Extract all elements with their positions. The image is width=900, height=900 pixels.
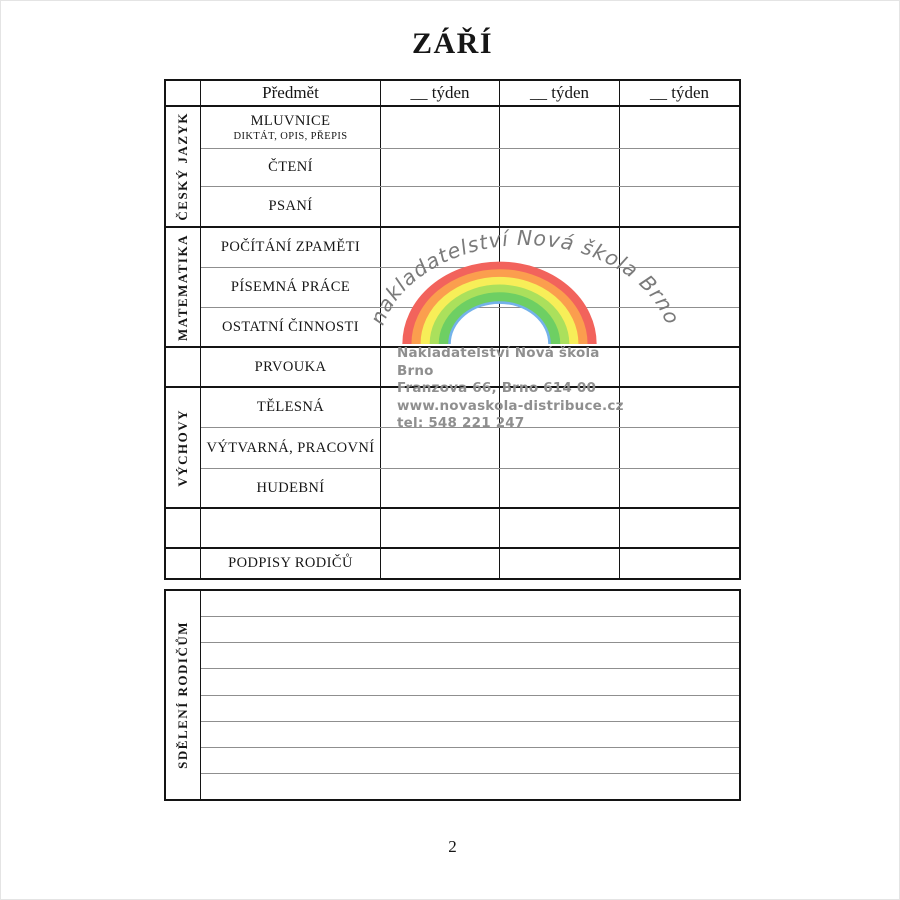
subject-cell xyxy=(201,228,381,267)
week-cell xyxy=(381,187,500,226)
notes-label-cell xyxy=(166,591,201,799)
subject-sub-label: DIKTÁT, OPIS, PŘEPIS xyxy=(233,130,348,142)
section-label-cell xyxy=(166,228,201,346)
week-cell xyxy=(500,107,620,148)
subject-cell xyxy=(201,549,381,578)
notes-line xyxy=(201,722,739,748)
week-cell xyxy=(500,549,620,578)
contact-line-website: www.novaskola-distribuce.cz xyxy=(397,397,624,414)
table-row xyxy=(201,186,739,226)
section-empty-row xyxy=(166,507,739,547)
week-cell xyxy=(381,149,500,186)
week-cell xyxy=(381,509,500,547)
table-row xyxy=(201,427,739,468)
week-cell xyxy=(381,107,500,148)
subject-cell xyxy=(201,388,381,427)
table-row xyxy=(201,509,739,547)
section-label-cell xyxy=(166,509,201,547)
week-cell xyxy=(620,428,739,468)
contact-line-address: Franzova 66, Brno 614 00 xyxy=(397,380,597,396)
subject-label: PRVOUKA xyxy=(254,358,327,375)
table-row xyxy=(201,468,739,507)
subject-label: TĚLESNÁ xyxy=(256,399,325,415)
week-header-label: __ týden xyxy=(529,83,590,102)
week-cell xyxy=(500,469,620,507)
notes-line xyxy=(201,774,739,799)
subject-label: VÝTVARNÁ, PRACOVNÍ xyxy=(206,439,375,456)
subject-header-cell xyxy=(201,81,381,105)
notes-line xyxy=(201,669,739,695)
watermark-contact-block xyxy=(397,345,637,433)
subject-cell xyxy=(201,149,381,186)
subject-cell xyxy=(201,268,381,307)
section-label: VÝCHOVY xyxy=(175,408,190,487)
week-header-label: __ týden xyxy=(649,83,710,102)
notes-lines xyxy=(201,591,739,799)
contact-line-publisher: Nakladatelství Nová škola Brno xyxy=(397,345,600,379)
week-header-cell xyxy=(381,81,500,105)
week-header-cell xyxy=(620,81,739,105)
header-label-cell xyxy=(166,81,201,105)
notes-table xyxy=(164,589,741,801)
section-label-cell xyxy=(166,348,201,386)
page-title: ZÁŘÍ xyxy=(411,27,493,60)
week-cell xyxy=(620,549,739,578)
subject-label: POČÍTÁNÍ ZPAMĚTI xyxy=(220,239,361,255)
subject-label: PSANÍ xyxy=(268,198,313,214)
rainbow-band xyxy=(444,297,555,344)
subject-label: PÍSEMNÁ PRÁCE xyxy=(230,279,351,295)
subject-cell xyxy=(201,348,381,386)
week-cell xyxy=(620,107,739,148)
week-cell xyxy=(381,469,500,507)
section-label-cell xyxy=(166,549,201,578)
section-cesky-jazyk xyxy=(166,105,739,226)
week-cell xyxy=(500,428,620,468)
week-header-cell xyxy=(500,81,620,105)
notes-line xyxy=(201,696,739,722)
section-label: ČESKÝ JAZYK xyxy=(175,112,190,221)
table-header-row xyxy=(166,81,739,105)
section-podpisy xyxy=(166,547,739,578)
week-cell xyxy=(500,187,620,226)
notes-line xyxy=(201,748,739,774)
subject-cell xyxy=(201,107,381,148)
signatures-row xyxy=(201,549,739,578)
subject-cell xyxy=(201,509,381,547)
subject-label: HUDEBNÍ xyxy=(256,479,325,496)
section-label-cell xyxy=(166,388,201,507)
contact-line-phone: tel: 548 221 247 xyxy=(397,415,525,431)
notes-line xyxy=(201,643,739,669)
week-cell xyxy=(500,509,620,547)
page-number: 2 xyxy=(448,837,457,856)
week-header-label: __ týden xyxy=(410,83,470,102)
subject-label: MLUVNICE xyxy=(250,112,331,129)
notes-section-label: SDĚLENÍ RODIČŮM xyxy=(175,621,190,769)
subject-label: PODPISY RODIČŮ xyxy=(228,555,353,571)
subject-cell xyxy=(201,187,381,226)
table-row xyxy=(201,148,739,186)
notes-line xyxy=(201,617,739,643)
subject-cell xyxy=(201,469,381,507)
week-cell xyxy=(381,428,500,468)
subject-label: ČTENÍ xyxy=(268,159,313,175)
week-cell xyxy=(500,149,620,186)
week-cell xyxy=(620,469,739,507)
subject-cell xyxy=(201,308,381,346)
subject-cell xyxy=(201,428,381,468)
table-row xyxy=(201,107,739,148)
week-cell xyxy=(381,549,500,578)
notes-line xyxy=(201,591,739,617)
week-cell xyxy=(620,149,739,186)
week-cell xyxy=(620,187,739,226)
subject-header-label: Předmět xyxy=(262,83,319,102)
section-label-cell xyxy=(166,107,201,226)
rainbow-logo xyxy=(408,267,592,344)
watermark-arc-text: nakladatelství Nová škola Brno xyxy=(365,225,685,329)
section-label: MATEMATIKA xyxy=(175,233,190,341)
subject-label: OSTATNÍ ČINNOSTI xyxy=(222,318,359,335)
week-cell xyxy=(620,509,739,547)
